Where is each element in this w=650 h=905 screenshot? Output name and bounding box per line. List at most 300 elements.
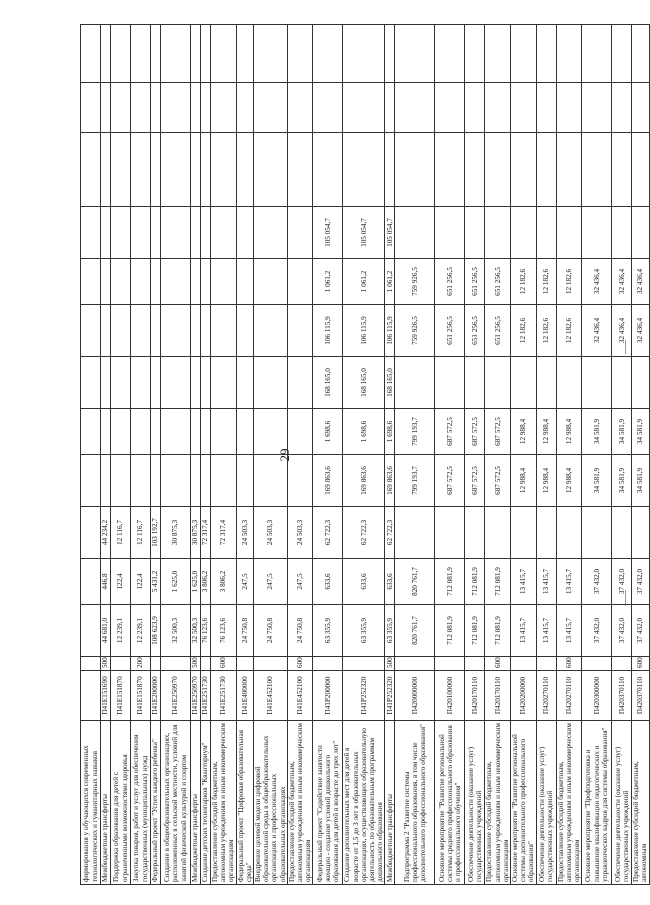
row-value-cell: 63 355,9 <box>343 605 385 657</box>
row-value-cell <box>465 507 485 559</box>
row-value-cell <box>161 455 191 507</box>
row-value-cell <box>395 357 435 409</box>
row-value-cell <box>211 25 237 83</box>
row-code-cell: П41Р200000 <box>313 671 343 721</box>
row-code-cell: П420200000 <box>511 671 537 721</box>
row-value-cell <box>161 357 191 409</box>
row-name-cell: Федеральный проект "Содействие занятости женщин - создание условий дошкольного образования для детей в возрасте до трех лет" <box>313 721 343 885</box>
row-value-cell: 105 054,7 <box>385 207 395 259</box>
row-value-cell <box>385 83 395 133</box>
row-vr-cell: 600 <box>287 657 313 671</box>
row-value-cell: 13 415,7 <box>536 559 556 605</box>
row-value-cell <box>191 455 201 507</box>
row-value-cell <box>395 507 435 559</box>
row-value-cell <box>161 25 191 83</box>
row-value-cell <box>632 25 649 83</box>
row-code-cell: П41Е251730 <box>201 671 211 721</box>
table-row <box>511 25 537 885</box>
row-value-cell: 105 054,7 <box>313 207 343 259</box>
row-value-cell <box>632 133 649 207</box>
row-value-cell <box>536 133 556 207</box>
row-value-cell <box>287 259 313 305</box>
row-value-cell <box>287 409 313 455</box>
row-value-cell: 651 256,5 <box>465 259 485 305</box>
row-value-cell: 712 081,9 <box>435 559 465 605</box>
row-value-cell <box>191 83 201 133</box>
row-name-cell: Внедрение целевой модели цифровой образовательной среды в общеобразовательных организациях и профессиональных образовательных организациях <box>254 721 288 885</box>
row-value-cell: 32 436,4 <box>632 305 649 357</box>
row-name-cell: Обеспечение деятельности (оказание услуг) государственных учреждений <box>612 721 632 885</box>
table-row <box>485 25 511 885</box>
row-value-cell: 712 081,9 <box>465 559 485 605</box>
row-vr-cell <box>236 657 253 671</box>
row-value-cell <box>435 133 465 207</box>
row-value-cell <box>582 207 612 259</box>
row-value-cell <box>287 357 313 409</box>
table-row <box>612 25 632 885</box>
row-value-cell: 34 581,9 <box>582 409 612 455</box>
row-name-cell: Предоставление субсидий бюджетным, автономным учреждениям и иным некоммерческим организациям <box>287 721 313 885</box>
row-value-cell <box>101 133 111 207</box>
row-value-cell: 76 123,6 <box>211 605 237 657</box>
row-value-cell <box>111 133 131 207</box>
row-value-cell: 12 988,4 <box>556 409 582 455</box>
row-code-cell: П420170110 <box>465 671 485 721</box>
table-row <box>191 25 201 885</box>
table-row <box>582 25 612 885</box>
row-value-cell <box>435 357 465 409</box>
row-value-cell <box>151 305 161 357</box>
row-value-cell: 12 988,4 <box>511 455 537 507</box>
row-value-cell: 122,4 <box>131 559 151 605</box>
row-value-cell <box>485 133 511 207</box>
row-value-cell: 122,4 <box>111 559 131 605</box>
row-vr-cell: 600 <box>556 657 582 671</box>
row-value-cell <box>151 25 161 83</box>
row-value-cell <box>536 83 556 133</box>
row-value-cell <box>485 83 511 133</box>
table-row <box>465 25 485 885</box>
row-value-cell <box>151 409 161 455</box>
row-value-cell <box>81 259 101 305</box>
row-value-cell: 62 722,3 <box>343 507 385 559</box>
row-code-cell: П41Е250970 <box>191 671 201 721</box>
row-value-cell <box>485 507 511 559</box>
budget-table <box>80 24 650 885</box>
row-value-cell <box>131 83 151 133</box>
row-value-cell <box>151 455 161 507</box>
row-value-cell <box>191 409 201 455</box>
row-value-cell: 13 415,7 <box>556 605 582 657</box>
row-value-cell <box>201 133 211 207</box>
row-value-cell <box>582 83 612 133</box>
row-value-cell <box>343 133 385 207</box>
row-value-cell <box>131 409 151 455</box>
row-value-cell <box>612 83 632 133</box>
row-value-cell: 687 572,5 <box>435 409 465 455</box>
row-value-cell <box>201 207 211 259</box>
row-value-cell <box>254 409 288 455</box>
row-value-cell: 106 115,9 <box>313 305 343 357</box>
row-value-cell: 247,5 <box>254 559 288 605</box>
row-name-cell: Предоставление субсидий бюджетным, автономным учреждениям и иным некоммерческим организациям <box>211 721 237 885</box>
row-value-cell: 13 415,7 <box>511 605 537 657</box>
row-value-cell <box>435 25 465 83</box>
row-value-cell: 687 572,5 <box>435 455 465 507</box>
row-value-cell: 32 436,4 <box>612 305 632 357</box>
row-value-cell: 1 625,0 <box>161 559 191 605</box>
row-value-cell <box>131 357 151 409</box>
row-value-cell: 446,8 <box>101 559 111 605</box>
row-value-cell: 44 234,2 <box>101 507 111 559</box>
row-value-cell <box>236 25 253 83</box>
row-value-cell: 12 116,7 <box>131 507 151 559</box>
row-value-cell: 30 875,3 <box>161 507 191 559</box>
page-number: 29 <box>277 448 292 462</box>
row-value-cell <box>236 207 253 259</box>
table-body <box>81 25 650 885</box>
row-value-cell <box>81 409 101 455</box>
row-code-cell: П41Е452100 <box>287 671 313 721</box>
row-code-cell: П420100000 <box>435 671 465 721</box>
row-value-cell <box>131 305 151 357</box>
row-value-cell <box>101 305 111 357</box>
row-value-cell <box>254 455 288 507</box>
row-value-cell <box>81 605 101 657</box>
row-value-cell: 12 239,1 <box>131 605 151 657</box>
row-value-cell <box>582 133 612 207</box>
row-vr-cell: 600 <box>632 657 649 671</box>
row-value-cell: 37 432,0 <box>612 559 632 605</box>
row-name-cell: Основное мероприятие "Развитие региональной системы среднего профессионального образования и профессионального обучения" <box>435 721 465 885</box>
row-value-cell <box>536 207 556 259</box>
row-value-cell <box>111 207 131 259</box>
table-row <box>236 25 253 885</box>
row-value-cell <box>254 357 288 409</box>
row-value-cell: 651 256,5 <box>435 259 465 305</box>
row-value-cell <box>81 559 101 605</box>
row-vr-cell: 500 <box>385 657 395 671</box>
row-name-cell: Предоставление субсидий бюджетным, автономным учреждениям и иным некоммерческим организациям <box>556 721 582 885</box>
row-value-cell: 12 182,6 <box>536 305 556 357</box>
row-value-cell: 633,6 <box>385 559 395 605</box>
row-value-cell <box>536 357 556 409</box>
row-value-cell <box>632 357 649 409</box>
row-code-cell: П41Е200000 <box>151 671 161 721</box>
row-value-cell: 799 193,7 <box>395 409 435 455</box>
row-value-cell <box>254 259 288 305</box>
row-value-cell: 12 182,6 <box>511 259 537 305</box>
row-value-cell <box>151 207 161 259</box>
row-value-cell <box>201 305 211 357</box>
row-value-cell <box>254 207 288 259</box>
row-value-cell <box>191 25 201 83</box>
row-value-cell <box>111 357 131 409</box>
row-vr-cell <box>465 657 485 671</box>
row-value-cell <box>465 25 485 83</box>
row-value-cell <box>111 455 131 507</box>
row-value-cell <box>211 207 237 259</box>
row-value-cell: 24 503,3 <box>236 507 253 559</box>
row-value-cell: 24 750,8 <box>254 605 288 657</box>
row-name-cell: Создание детских технопарков "Кванториум" <box>201 721 211 885</box>
row-code-cell: П41Е250970 <box>161 671 191 721</box>
row-vr-cell <box>313 657 343 671</box>
row-value-cell: 651 256,5 <box>435 305 465 357</box>
row-value-cell: 759 926,5 <box>395 305 435 357</box>
row-value-cell <box>435 83 465 133</box>
row-value-cell <box>101 357 111 409</box>
row-value-cell: 12 988,4 <box>511 409 537 455</box>
row-value-cell <box>211 83 237 133</box>
row-value-cell <box>201 357 211 409</box>
row-value-cell <box>236 455 253 507</box>
row-name-cell: Создание в общеобразовательных организациях, расположенных в сельской местности, условий для занятий физической культурой и спортом <box>161 721 191 885</box>
row-value-cell <box>536 25 556 83</box>
row-value-cell: 712 081,9 <box>485 605 511 657</box>
row-vr-cell: 200 <box>131 657 151 671</box>
row-value-cell: 1 061,2 <box>313 259 343 305</box>
table-row <box>201 25 211 885</box>
row-value-cell: 34 581,9 <box>632 409 649 455</box>
row-value-cell <box>465 207 485 259</box>
row-value-cell <box>161 259 191 305</box>
row-value-cell <box>254 305 288 357</box>
row-value-cell: 1 698,6 <box>313 409 343 455</box>
row-value-cell <box>582 507 612 559</box>
row-value-cell <box>201 83 211 133</box>
row-value-cell <box>465 83 485 133</box>
row-value-cell <box>131 455 151 507</box>
row-value-cell: 62 722,3 <box>313 507 343 559</box>
row-code-cell: П41Е151870 <box>111 671 131 721</box>
row-value-cell: 687 572,5 <box>465 409 485 455</box>
row-value-cell <box>151 259 161 305</box>
row-value-cell <box>111 409 131 455</box>
row-name-cell: Закупка товаров, работ и услуг для обеспечения государственных (муниципальных) нужд <box>131 721 151 885</box>
row-name-cell: Основное мероприятие "Развитие региональной системы дополнительного профессионального образования" <box>511 721 537 885</box>
row-code-cell <box>81 671 101 721</box>
row-vr-cell: 600 <box>485 657 511 671</box>
row-code-cell: П41Р252320 <box>343 671 385 721</box>
row-value-cell <box>395 25 435 83</box>
row-value-cell: 30 875,3 <box>191 507 201 559</box>
row-value-cell <box>582 357 612 409</box>
row-name-cell: Предоставление субсидий бюджетным, автономным учреждениям и иным некоммерческим организациям <box>485 721 511 885</box>
row-value-cell <box>81 83 101 133</box>
row-value-cell <box>161 207 191 259</box>
row-value-cell: 105 054,7 <box>343 207 385 259</box>
row-value-cell: 1 061,2 <box>385 259 395 305</box>
row-value-cell <box>395 83 435 133</box>
row-value-cell <box>101 83 111 133</box>
row-name-cell: Межбюджетные трансферты <box>101 721 111 885</box>
row-value-cell <box>101 259 111 305</box>
row-value-cell: 651 256,5 <box>465 305 485 357</box>
row-value-cell: 32 436,4 <box>582 305 612 357</box>
row-value-cell: 76 123,6 <box>201 605 211 657</box>
row-value-cell <box>511 83 537 133</box>
row-value-cell <box>201 259 211 305</box>
budget-table-rotated <box>80 25 649 885</box>
row-vr-cell <box>111 657 131 671</box>
row-value-cell <box>131 207 151 259</box>
row-value-cell: 32 500,3 <box>191 605 201 657</box>
row-value-cell: 168 165,0 <box>343 357 385 409</box>
row-value-cell: 168 165,0 <box>385 357 395 409</box>
row-vr-cell: 600 <box>211 657 237 671</box>
table-row <box>101 25 111 885</box>
row-value-cell <box>191 305 201 357</box>
row-value-cell <box>511 25 537 83</box>
row-vr-cell: 500 <box>101 657 111 671</box>
row-value-cell: 24 503,3 <box>254 507 288 559</box>
row-value-cell <box>131 259 151 305</box>
row-code-cell: П41Е452100 <box>254 671 288 721</box>
row-name-cell: Обеспечение деятельности (оказание услуг) государственных учреждений <box>536 721 556 885</box>
row-vr-cell: 500 <box>191 657 201 671</box>
row-code-cell: П41Е151870 <box>131 671 151 721</box>
row-value-cell: 12 182,6 <box>511 305 537 357</box>
row-value-cell <box>81 357 101 409</box>
row-value-cell <box>111 305 131 357</box>
row-value-cell <box>211 305 237 357</box>
row-value-cell: 799 193,7 <box>395 455 435 507</box>
row-value-cell <box>211 357 237 409</box>
row-value-cell <box>191 357 201 409</box>
row-value-cell <box>556 25 582 83</box>
row-value-cell <box>211 133 237 207</box>
row-name-cell: Поддержка образования для детей с ограниченными возможностями здоровья <box>111 721 131 885</box>
row-value-cell: 32 436,4 <box>612 259 632 305</box>
row-value-cell <box>236 357 253 409</box>
row-value-cell <box>161 409 191 455</box>
row-value-cell: 169 863,6 <box>313 455 343 507</box>
row-value-cell <box>211 455 237 507</box>
row-value-cell: 37 432,0 <box>632 605 649 657</box>
row-code-cell: П420170110 <box>485 671 511 721</box>
row-value-cell <box>161 305 191 357</box>
row-value-cell: 247,5 <box>287 559 313 605</box>
row-value-cell <box>191 133 201 207</box>
row-value-cell <box>211 259 237 305</box>
row-value-cell: 3 806,2 <box>211 559 237 605</box>
row-value-cell: 820 761,7 <box>395 605 435 657</box>
row-name-cell: Обеспечение деятельности (оказание услуг) государственных учреждений <box>465 721 485 885</box>
row-value-cell: 34 581,9 <box>612 409 632 455</box>
row-value-cell <box>582 25 612 83</box>
row-value-cell <box>211 409 237 455</box>
row-value-cell <box>287 455 313 507</box>
row-name-cell: Основное мероприятие "Профподготовка и повышение квалификации педагогических и управленческих кадров для системы образования" <box>582 721 612 885</box>
row-value-cell <box>536 507 556 559</box>
row-value-cell <box>612 25 632 83</box>
table-row <box>131 25 151 885</box>
row-value-cell <box>313 25 343 83</box>
row-value-cell: 34 581,9 <box>612 455 632 507</box>
row-value-cell: 168 165,0 <box>313 357 343 409</box>
row-value-cell: 12 182,6 <box>556 259 582 305</box>
row-vr-cell <box>151 657 161 671</box>
row-value-cell: 37 432,0 <box>582 605 612 657</box>
row-value-cell: 63 355,9 <box>313 605 343 657</box>
row-value-cell: 633,6 <box>313 559 343 605</box>
table-row <box>435 25 465 885</box>
row-value-cell: 44 681,0 <box>101 605 111 657</box>
row-vr-cell <box>81 657 101 671</box>
row-value-cell <box>511 507 537 559</box>
row-value-cell <box>511 207 537 259</box>
row-value-cell <box>511 133 537 207</box>
row-value-cell: 32 500,3 <box>161 605 191 657</box>
row-value-cell <box>81 207 101 259</box>
row-value-cell <box>287 133 313 207</box>
row-vr-cell <box>536 657 556 671</box>
row-value-cell <box>236 133 253 207</box>
row-value-cell <box>485 357 511 409</box>
row-value-cell <box>435 507 465 559</box>
row-vr-cell <box>612 657 632 671</box>
row-value-cell <box>313 133 343 207</box>
row-value-cell: 32 436,4 <box>632 259 649 305</box>
row-name-cell: формирования у обучающихся современных технологических и гуманитарных навыков <box>81 721 101 885</box>
row-value-cell: 651 256,5 <box>485 305 511 357</box>
row-value-cell <box>612 207 632 259</box>
row-value-cell <box>81 305 101 357</box>
row-value-cell <box>151 133 161 207</box>
row-value-cell <box>254 133 288 207</box>
row-value-cell <box>632 507 649 559</box>
row-value-cell <box>201 455 211 507</box>
row-value-cell <box>556 83 582 133</box>
row-value-cell: 37 432,0 <box>582 559 612 605</box>
row-value-cell <box>191 259 201 305</box>
row-value-cell: 12 182,6 <box>556 305 582 357</box>
table-row <box>536 25 556 885</box>
table-row <box>556 25 582 885</box>
row-value-cell: 32 436,4 <box>582 259 612 305</box>
table-row <box>211 25 237 885</box>
row-value-cell <box>101 409 111 455</box>
row-value-cell <box>254 83 288 133</box>
row-value-cell <box>131 133 151 207</box>
row-value-cell <box>632 83 649 133</box>
row-value-cell <box>556 133 582 207</box>
row-value-cell <box>191 207 201 259</box>
row-vr-cell <box>343 657 385 671</box>
row-name-cell: Создание дополнительных мест для детей в возрасте от 1,5 до 3 лет в образовательных организациях, осуществляющих образовательную деятельность по образовательным программам дошкольного образования <box>343 721 385 885</box>
row-value-cell <box>111 25 131 83</box>
row-value-cell <box>395 207 435 259</box>
row-value-cell: 24 750,8 <box>287 605 313 657</box>
row-code-cell: П420270110 <box>556 671 582 721</box>
table-row <box>385 25 395 885</box>
row-value-cell: 12 116,7 <box>111 507 131 559</box>
row-name-cell: Федеральный проект "Успех каждого ребенка" <box>151 721 161 885</box>
row-value-cell: 37 432,0 <box>632 559 649 605</box>
row-value-cell: 24 503,3 <box>287 507 313 559</box>
row-vr-cell <box>254 657 288 671</box>
table-row <box>161 25 191 885</box>
row-value-cell <box>236 259 253 305</box>
row-name-cell: Федеральный проект "Цифровая образовательная среда" <box>236 721 253 885</box>
row-name-cell: Межбюджетные трансферты <box>191 721 201 885</box>
row-value-cell: 5 431,2 <box>151 559 161 605</box>
row-value-cell <box>556 357 582 409</box>
table-row <box>151 25 161 885</box>
row-value-cell <box>612 357 632 409</box>
row-value-cell <box>201 25 211 83</box>
